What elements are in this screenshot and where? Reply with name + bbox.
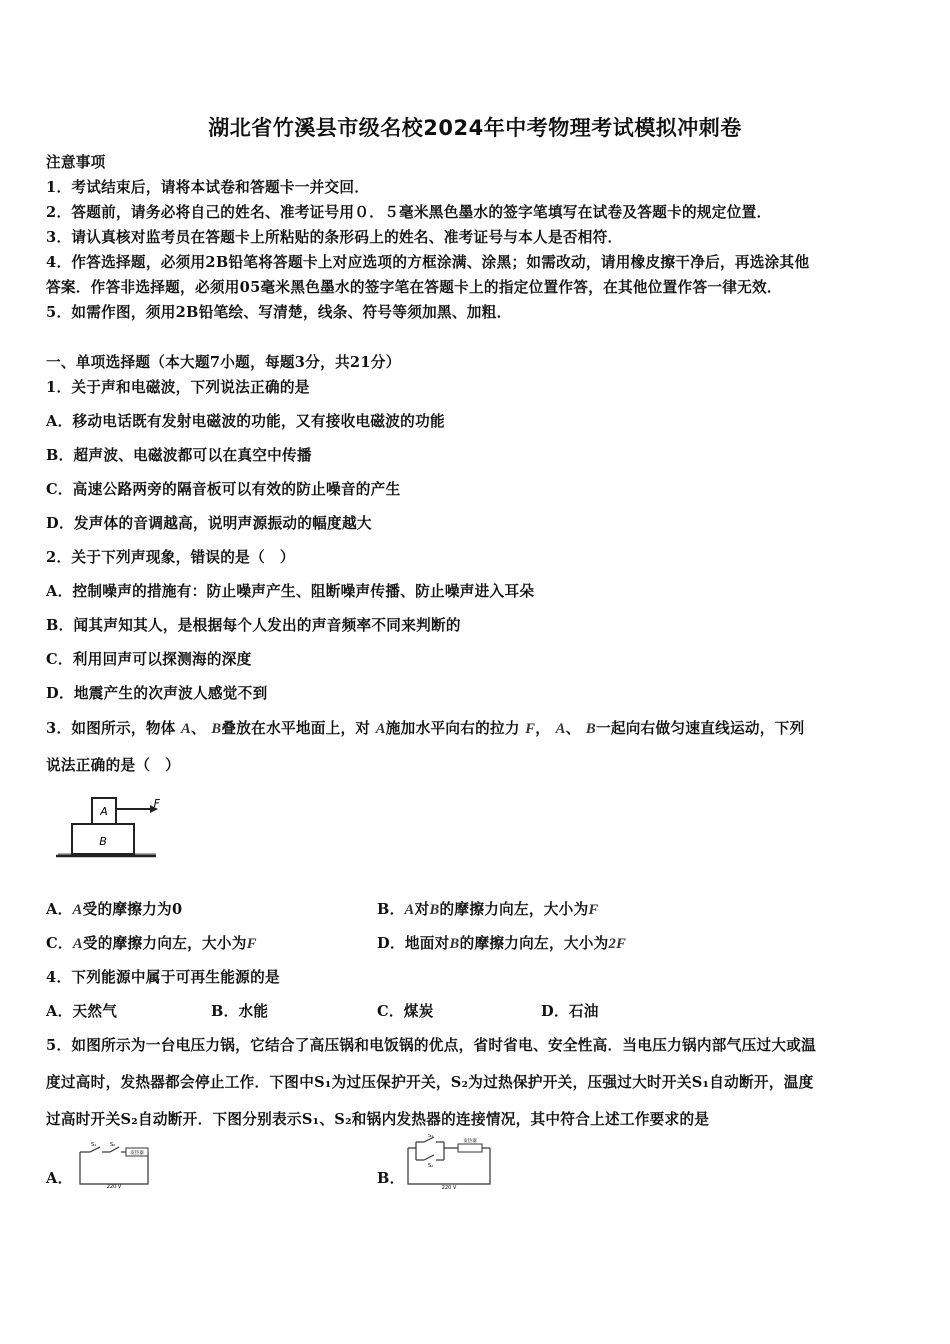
label-a: A bbox=[100, 805, 108, 818]
q3-separator: 、 bbox=[191, 720, 206, 737]
q3-stem-part: 叠放在水平地面上，对 bbox=[221, 720, 371, 737]
q4-option-c: C．煤炭 bbox=[377, 1003, 434, 1020]
notice-item: 3．请认真核对监考员在答题卡上所粘贴的条形码上的姓名、准考证号与本人是否相符． bbox=[46, 229, 623, 246]
q5-option-b: B． bbox=[377, 1170, 405, 1187]
q1-stem: 1．关于声和电磁波，下列说法正确的是 bbox=[46, 379, 310, 396]
label-heater: 发热器 bbox=[463, 1139, 477, 1144]
var-f: F bbox=[525, 721, 536, 737]
option-prefix: A． bbox=[46, 901, 73, 918]
label-s1: S₁ bbox=[428, 1134, 434, 1139]
notice-item: 4．作答选择题，必须用2B铅笔将答题卡上对应选项的方框涂满、涂黑；如需改动，请用橡皮擦干净后，再选涂其他 bbox=[46, 254, 810, 271]
q3-stem-line2: 说法正确的是（ ） bbox=[46, 757, 181, 774]
option-text: 受的摩擦力向左，大小为 bbox=[82, 935, 247, 952]
circuit-a bbox=[76, 1142, 154, 1190]
q3-option-b bbox=[377, 898, 599, 919]
option-text: 的摩擦力向左，大小为 bbox=[439, 901, 589, 918]
label-s2: S₂ bbox=[428, 1163, 434, 1169]
circuit-wire bbox=[408, 1148, 490, 1184]
q3-block-diagram bbox=[52, 790, 162, 866]
q3-stem bbox=[46, 717, 804, 738]
page-title: 湖北省竹溪县市级名校2024年中考物理考试模拟冲刺卷 bbox=[208, 116, 742, 140]
q5-stem-line3: 过高时开关S₂自动断开．下图分别表示S₁、S₂和锅内发热器的连接情况，其中符合上述工作要求的是 bbox=[46, 1111, 710, 1128]
var-a: A bbox=[72, 936, 83, 952]
q3-stem-part: ， bbox=[535, 720, 551, 737]
q2-option-c: C．利用回声可以探测海的深度 bbox=[46, 651, 252, 668]
circuit-wire bbox=[80, 1152, 148, 1184]
var-a: A bbox=[181, 721, 192, 737]
switch-s2 bbox=[424, 1155, 434, 1160]
q1-option-a: A．移动电话既有发射电磁波的功能，又有接收电磁波的功能 bbox=[46, 413, 445, 430]
option-prefix: D．地面对 bbox=[377, 935, 450, 952]
var-a: A bbox=[72, 902, 83, 918]
q4-stem: 4．下列能源中属于可再生能源的是 bbox=[46, 969, 280, 986]
q5-stem-line2: 度过高时，发热器都会停止工作．下图中S₁为过压保护开关，S₂为过热保护开关，压强过大时开关S₁自动断开，温度 bbox=[46, 1074, 814, 1091]
var-a: A bbox=[404, 902, 415, 918]
q1-option-c: C．高速公路两旁的隔音板可以有效的防止噪音的产生 bbox=[46, 481, 401, 498]
label-s1: S₁ bbox=[91, 1142, 97, 1148]
q3-separator: 、 bbox=[565, 720, 581, 737]
q2-option-a: A．控制噪声的措施有：防止噪声产生、阻断噪声传播、防止噪声进入耳朵 bbox=[46, 583, 535, 600]
q1-option-d: D．发声体的音调越高，说明声源振动的幅度越大 bbox=[46, 515, 372, 532]
label-b: B bbox=[99, 835, 107, 848]
q3-option-c bbox=[46, 932, 257, 953]
q5-stem-line1: 5．如图所示为一台电压力锅，它结合了高压锅和电饭锅的优点，省时省电、安全性高．当电压力锅内部气压过大或温 bbox=[46, 1037, 817, 1054]
notice-item: 答案．作答非选择题，必须用05毫米黑色墨水的签字笔在答题卡上的指定位置作答，在其他位置作答一律无效． bbox=[46, 279, 782, 296]
var-b: B bbox=[449, 936, 460, 952]
q3-option-a bbox=[46, 898, 182, 919]
label-heater: 发热器 bbox=[130, 1151, 144, 1156]
q1-option-b: B．超声波、电磁波都可以在真空中传播 bbox=[46, 447, 312, 464]
q4-option-b: B．水能 bbox=[211, 1003, 269, 1020]
q5-option-a: A． bbox=[46, 1170, 73, 1187]
var-b: B bbox=[211, 721, 222, 737]
var-f: F bbox=[246, 936, 257, 952]
var-2f: 2F bbox=[608, 936, 627, 952]
q4-option-d: D．石油 bbox=[541, 1003, 599, 1020]
q2-option-b: B．闻其声知其人，是根据每个人发出的声音频率不同来判断的 bbox=[46, 617, 461, 634]
var-b: B bbox=[429, 902, 440, 918]
notice-heading: 注意事项 bbox=[46, 154, 106, 171]
option-text: 对 bbox=[414, 901, 430, 918]
section-heading: 一、单项选择题（本大题7小题，每题3分，共21分） bbox=[46, 354, 401, 371]
q3-stem-part: 一起向右做匀速直线运动，下列 bbox=[595, 720, 805, 737]
option-prefix: C． bbox=[46, 935, 73, 952]
label-voltage: 220 V bbox=[441, 1185, 457, 1190]
option-text: 的摩擦力向左，大小为 bbox=[459, 935, 609, 952]
var-b: B bbox=[585, 721, 596, 737]
notice-item: 5．如需作图，须用2B铅笔绘、写清楚，线条、符号等须加黑、加粗． bbox=[46, 304, 512, 321]
option-prefix: B． bbox=[377, 901, 405, 918]
notice-item: 2．答题前，请务必将自己的姓名、准考证号用０．５毫米黑色墨水的签字笔填写在试卷及答题卡的规定位置． bbox=[46, 204, 772, 221]
label-voltage: 220 V bbox=[106, 1184, 122, 1190]
q4-option-a: A．天然气 bbox=[46, 1003, 118, 1020]
notice-item: 1．考试结束后，请将本试卷和答题卡一并交回． bbox=[46, 179, 370, 196]
option-text: 受的摩擦力为0 bbox=[82, 901, 183, 918]
var-a: A bbox=[555, 721, 566, 737]
q3-stem-part: 3．如图所示，物体 bbox=[46, 720, 176, 737]
q3-option-d bbox=[377, 932, 626, 953]
q3-stem-part: 施加水平向右的拉力 bbox=[385, 720, 520, 737]
circuit-b bbox=[404, 1134, 494, 1190]
q2-option-d: D．地震产生的次声波人感觉不到 bbox=[46, 685, 268, 702]
label-s2: S₂ bbox=[110, 1142, 116, 1148]
label-f: F bbox=[153, 797, 160, 810]
var-a: A bbox=[375, 721, 386, 737]
q2-stem: 2．关于下列声现象，错误的是（ ） bbox=[46, 549, 295, 566]
var-f: F bbox=[588, 902, 599, 918]
heater-resistor bbox=[458, 1144, 482, 1152]
